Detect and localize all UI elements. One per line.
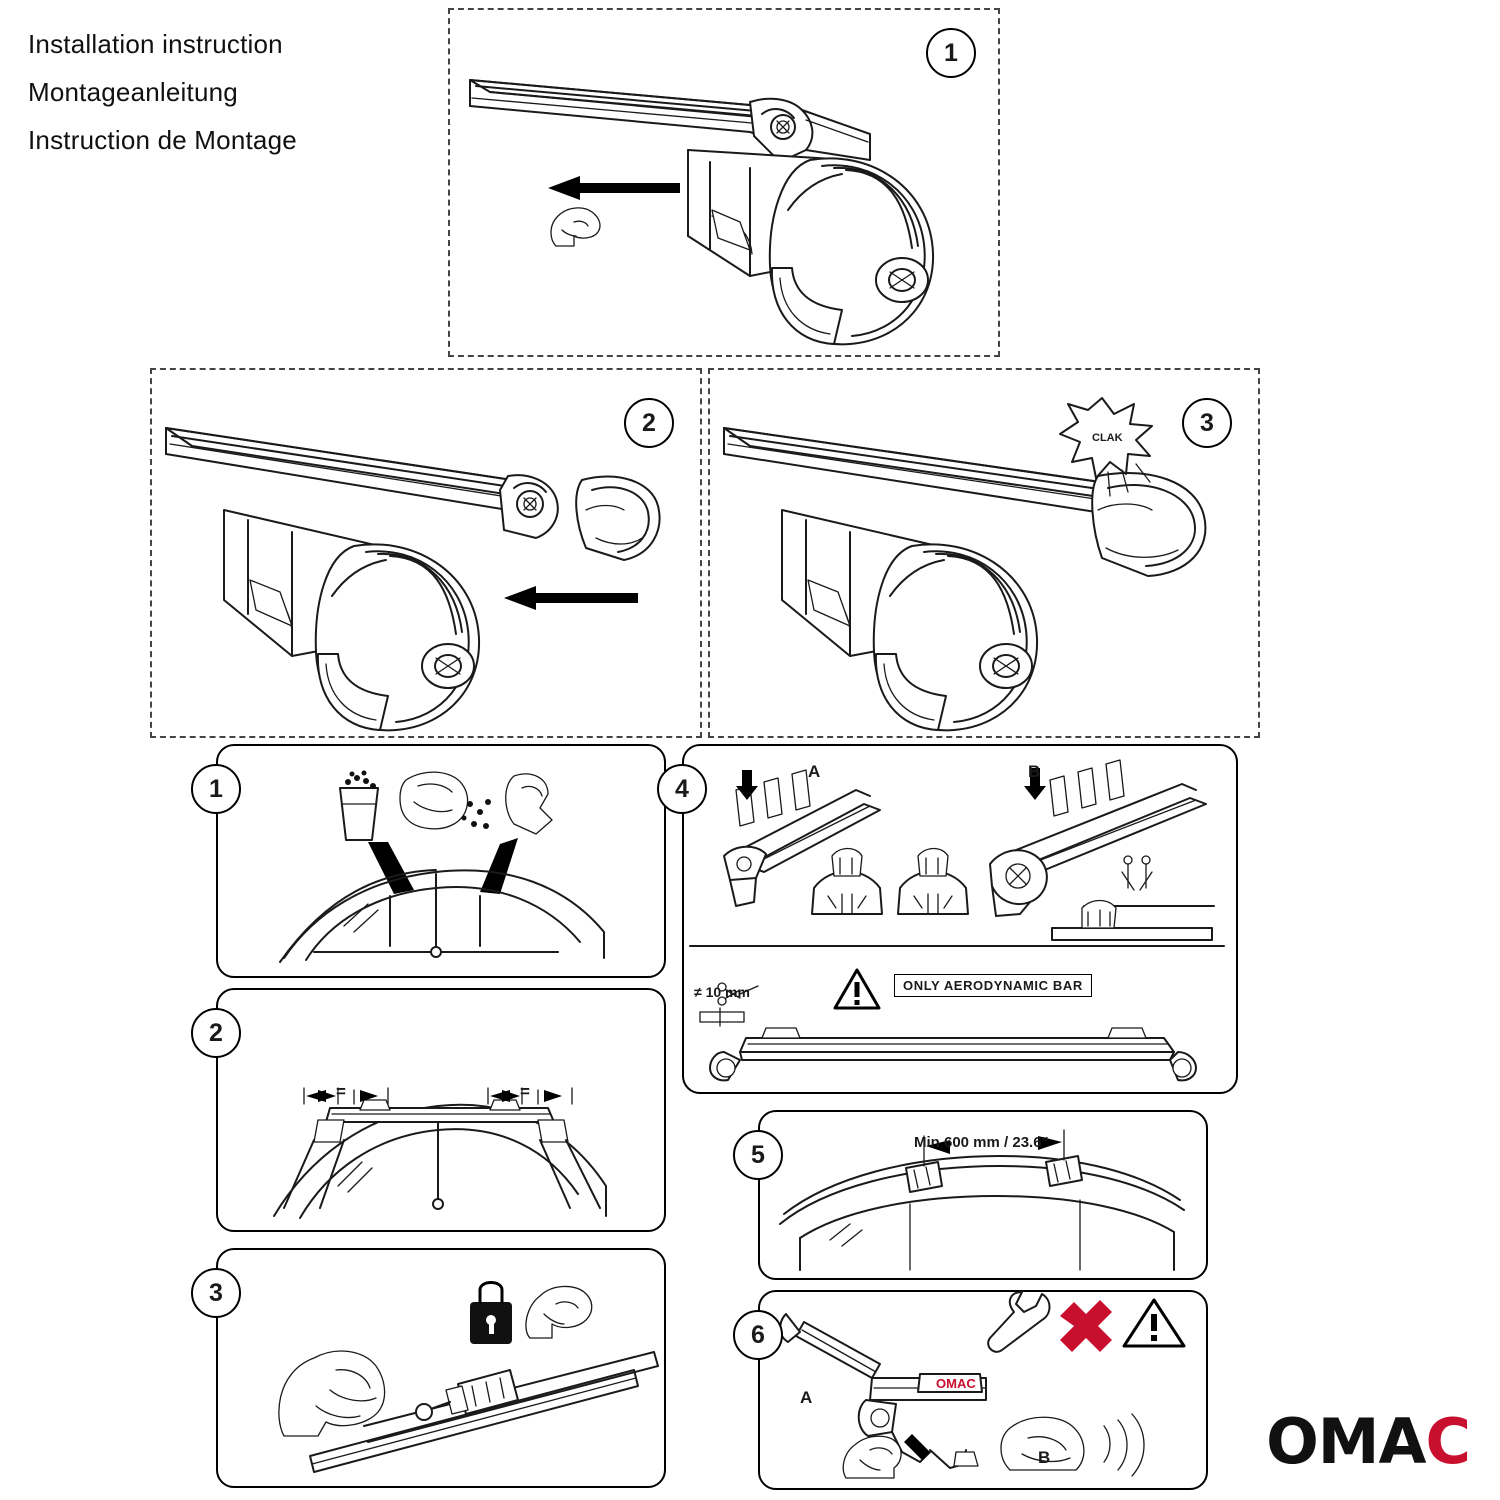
panel-2-illustration (152, 370, 696, 732)
panel-right-step-6 (751, 1290, 1208, 1490)
left-step-2-badge: 2 (191, 1008, 241, 1058)
right-step-4-badge: 4 (657, 764, 707, 814)
variant-b-label: B (1028, 762, 1041, 781)
omac-logo (1266, 1405, 1470, 1478)
left-step-3-illustration (218, 1250, 658, 1482)
panel-left-step-3 (209, 1248, 666, 1488)
left-step-1-illustration (218, 746, 658, 972)
right-step-4-illustration (684, 746, 1230, 1088)
title-en: Installation instruction (28, 29, 283, 59)
panel-right-step-4 (675, 744, 1238, 1094)
panel-step-3 (708, 368, 1260, 738)
clak-sound-label: CLAK (1092, 432, 1123, 444)
panel-3-illustration (710, 370, 1254, 732)
document-titles (28, 20, 297, 164)
panel-left-step-1 (209, 744, 666, 978)
cut-dimension (694, 984, 750, 1000)
variant-a-label: A (808, 762, 821, 781)
cut-value: 10 mm (705, 984, 750, 1000)
logo-letter-o: O (1266, 1405, 1318, 1478)
logo-letter-c: C (1425, 1405, 1470, 1478)
title-de: Montageanleitung (28, 77, 238, 107)
cut-prefix: ≠ (694, 984, 702, 1000)
step6-variant-a-label: A (800, 1388, 813, 1407)
panel-left-step-2 (209, 988, 666, 1232)
equal-mark-left: = (336, 1082, 346, 1101)
logo-letter-a: A (1378, 1405, 1426, 1478)
warning-triangle-icon (834, 968, 880, 1010)
step-2-badge: 2 (624, 398, 674, 448)
left-step-1-badge: 1 (191, 764, 241, 814)
panel-step-2 (150, 368, 702, 738)
left-step-2-illustration (218, 990, 658, 1226)
step-3-badge: 3 (1182, 398, 1232, 448)
step-1-badge: 1 (926, 28, 976, 78)
panel-step-1 (448, 8, 1000, 357)
equal-mark-right: = (520, 1082, 530, 1101)
min-spacing-dimension: Min 600 mm / 23.6" (914, 1134, 1049, 1151)
left-step-3-badge: 3 (191, 1268, 241, 1318)
step6-variant-b-label: B (1038, 1448, 1051, 1467)
right-step-5-badge: 5 (733, 1130, 783, 1180)
aerodynamic-bar-warning: ONLY AERODYNAMIC BAR (894, 974, 1092, 997)
panel-right-step-5 (751, 1110, 1208, 1280)
svg-text:OMAC: OMAC (936, 1376, 976, 1391)
title-fr: Instruction de Montage (28, 125, 297, 155)
right-step-6-illustration (760, 1292, 1200, 1484)
logo-letter-m: M (1317, 1405, 1379, 1478)
right-step-6-badge: 6 (733, 1310, 783, 1360)
panel-1-illustration (450, 10, 994, 351)
